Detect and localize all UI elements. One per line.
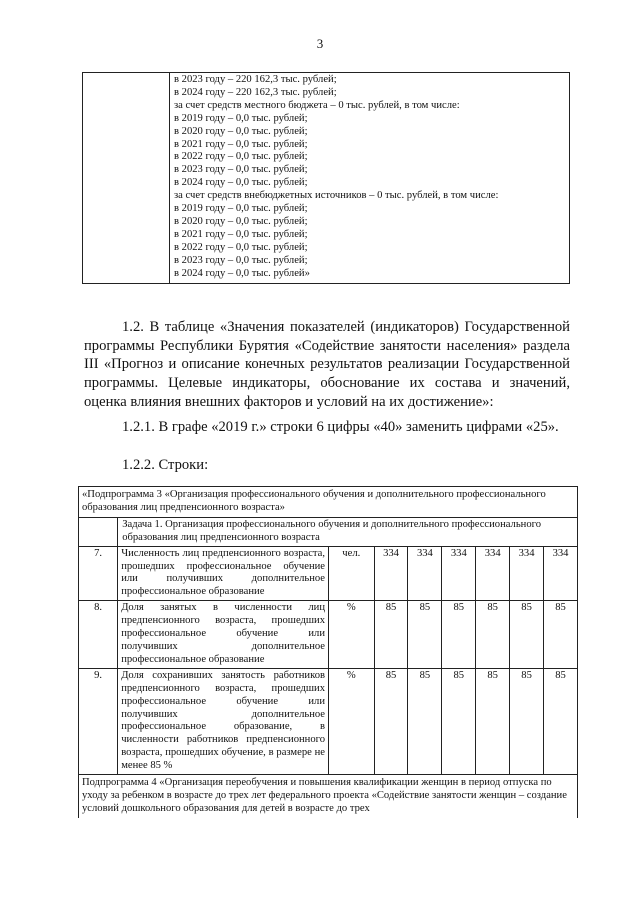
subprogram-3-header: «Подпрограмма 3 «Организация профессионального обучения и дополнительного профессионального образования лиц предпенсионного возраста» <box>79 487 578 518</box>
row-number: 9. <box>79 668 118 774</box>
value-cell: 334 <box>510 546 544 601</box>
funding-line: в 2021 году – 0,0 тыс. рублей; <box>174 228 308 240</box>
paragraph-1-2-1: 1.2.1. В графе «2019 г.» строки 6 цифры «40» заменить цифрами «25». <box>122 419 559 435</box>
value-cell: 85 <box>544 668 578 774</box>
indicator-name: Численность лиц предпенсионного возраста, прошедших профессиональное обучение или получивших дополнительное профессиональное образование <box>118 546 329 601</box>
funding-values-cell <box>170 73 570 284</box>
value-cell: 85 <box>442 601 476 669</box>
funding-line: в 2023 году – 0,0 тыс. рублей; <box>174 254 308 266</box>
value-cell: 85 <box>476 601 510 669</box>
value-cell: 85 <box>408 668 442 774</box>
page-number: 3 <box>316 36 324 51</box>
indicator-name: Доля сохранивших занятость работников предпенсионного возраста, прошедших профессиональное обучение или получивших дополнительное профессиональное образование, в численности работников предпенсионного возраста, прошедших обучение, в размере не менее 85 % <box>118 668 329 774</box>
funding-line: в 2024 году – 220 162,3 тыс. рублей; <box>174 86 337 98</box>
paragraph-1-2: 1.2. В таблице «Значения показателей (индикаторов) Государственной программы Республики Бурятия «Содействие занятости населения» раздела III «Прогноз и описание конечных результатов реализации Государственной программы. Целевые индикаторы, обоснование их состава и значений, оценка влияния внешних факторов и условий на их достижение»: <box>84 319 570 410</box>
value-cell: 85 <box>544 601 578 669</box>
unit-cell: % <box>329 601 375 669</box>
empty-cell <box>79 517 118 546</box>
funding-line: в 2019 году – 0,0 тыс. рублей; <box>174 203 308 215</box>
value-cell: 334 <box>374 546 408 601</box>
funding-line: в 2020 году – 0,0 тыс. рублей; <box>174 215 308 227</box>
value-cell: 85 <box>510 668 544 774</box>
value-cell: 85 <box>408 601 442 669</box>
funding-line: в 2024 году – 0,0 тыс. рублей» <box>174 267 310 279</box>
funding-table <box>82 72 570 284</box>
unit-cell: % <box>329 668 375 774</box>
value-cell: 334 <box>544 546 578 601</box>
value-cell: 334 <box>442 546 476 601</box>
funding-line: в 2022 году – 0,0 тыс. рублей; <box>174 151 308 163</box>
table-row <box>79 668 578 774</box>
value-cell: 85 <box>510 601 544 669</box>
subprogram-4-header: Подпрограмма 4 «Организация переобучения и повышения квалификации женщин в период отпуска по уходу за ребенком в возрасте до трех лет федерального проекта «Содействие занятости женщин – создание условий дошкольного образования для детей в возрасте до трех <box>79 775 578 818</box>
funding-line: в 2022 году – 0,0 тыс. рублей; <box>174 241 308 253</box>
table-row <box>79 601 578 669</box>
funding-line: за счет средств местного бюджета – 0 тыс. рублей, в том числе: <box>174 99 460 111</box>
row-number: 7. <box>79 546 118 601</box>
indicators-table <box>78 486 578 818</box>
funding-line: в 2021 году – 0,0 тыс. рублей; <box>174 138 308 150</box>
unit-cell: чел. <box>329 546 375 601</box>
value-cell: 334 <box>476 546 510 601</box>
funding-label-cell <box>83 73 170 284</box>
value-cell: 85 <box>476 668 510 774</box>
funding-line: в 2019 году – 0,0 тыс. рублей; <box>174 112 308 124</box>
paragraph-1-2-2: 1.2.2. Строки: <box>122 457 209 473</box>
funding-line: в 2023 году – 0,0 тыс. рублей; <box>174 164 308 176</box>
value-cell: 85 <box>374 668 408 774</box>
table-row <box>79 546 578 601</box>
funding-line: в 2024 году – 0,0 тыс. рублей; <box>174 177 308 189</box>
funding-line: в 2023 году – 220 162,3 тыс. рублей; <box>174 74 337 85</box>
row-number: 8. <box>79 601 118 669</box>
funding-line: в 2020 году – 0,0 тыс. рублей; <box>174 125 308 137</box>
value-cell: 85 <box>442 668 476 774</box>
value-cell: 85 <box>374 601 408 669</box>
value-cell: 334 <box>408 546 442 601</box>
funding-line: за счет средств внебюджетных источников – 0 тыс. рублей, в том числе: <box>174 190 499 202</box>
indicator-name: Доля занятых в численности лиц предпенсионного возраста, прошедших профессиональное обучение или получивших дополнительное профессиональное образование <box>118 601 329 669</box>
task-1-header: Задача 1. Организация профессионального обучения и дополнительного профессионального образования лиц предпенсионного возраста <box>118 517 578 546</box>
